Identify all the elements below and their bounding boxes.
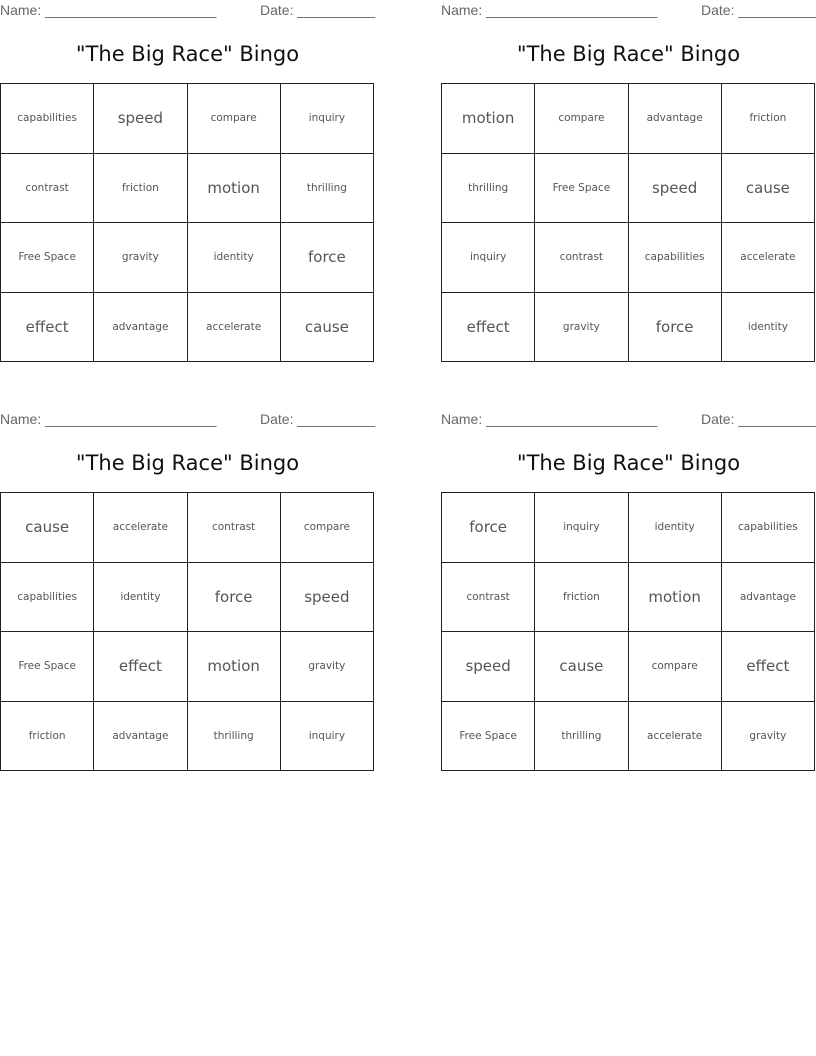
bingo-cell: thrilling [281,154,374,224]
bingo-cell: force [281,223,374,293]
bingo-cell: thrilling [442,154,535,224]
bingo-cell: effect [442,293,535,363]
bingo-cell: advantage [94,702,187,772]
bingo-cell: cause [535,632,628,702]
bingo-cell: thrilling [188,702,281,772]
card-title: "The Big Race" Bingo [516,42,741,66]
bingo-cell: compare [535,84,628,154]
bingo-cell: identity [94,563,187,633]
bingo-cell: Free Space [442,702,535,772]
bingo-cell: friction [722,84,815,154]
name-field-label: Name: ______________________ [441,411,658,427]
bingo-cell: advantage [629,84,722,154]
bingo-cell: compare [188,84,281,154]
bingo-cell: effect [1,293,94,363]
card-title: "The Big Race" Bingo [75,42,300,66]
card-title: "The Big Race" Bingo [516,451,741,475]
bingo-cell: identity [629,493,722,563]
bingo-card-3 [0,409,375,789]
bingo-cell: gravity [281,632,374,702]
name-field-label: Name: ______________________ [0,411,217,427]
bingo-cell: inquiry [281,84,374,154]
bingo-cell: gravity [722,702,815,772]
name-date-row [441,411,816,429]
bingo-cell: gravity [535,293,628,363]
bingo-cell: inquiry [535,493,628,563]
bingo-cell: Free Space [1,632,94,702]
bingo-card-1 [0,0,375,380]
name-date-row [0,411,375,429]
bingo-cell: friction [1,702,94,772]
card-title: "The Big Race" Bingo [75,451,300,475]
bingo-cell: gravity [94,223,187,293]
bingo-cell: contrast [535,223,628,293]
bingo-cell: contrast [1,154,94,224]
bingo-cell: speed [281,563,374,633]
bingo-cell: Free Space [1,223,94,293]
bingo-cell: motion [442,84,535,154]
bingo-cell: friction [535,563,628,633]
bingo-cell: contrast [442,563,535,633]
bingo-cell: capabilities [1,84,94,154]
bingo-cell: speed [629,154,722,224]
date-field-label: Date: __________ [260,411,376,427]
bingo-cell: effect [94,632,187,702]
bingo-cell: accelerate [629,702,722,772]
bingo-grid [441,83,815,362]
bingo-cell: motion [629,563,722,633]
bingo-cell: force [188,563,281,633]
bingo-grid [0,83,374,362]
name-field-label: Name: ______________________ [0,2,217,18]
bingo-cell: capabilities [629,223,722,293]
bingo-cell: accelerate [188,293,281,363]
bingo-cell: compare [629,632,722,702]
bingo-cell: speed [442,632,535,702]
bingo-cell: accelerate [722,223,815,293]
bingo-cell: motion [188,632,281,702]
date-field-label: Date: __________ [701,411,816,427]
bingo-cell: accelerate [94,493,187,563]
name-field-label: Name: ______________________ [441,2,658,18]
bingo-cell: force [629,293,722,363]
bingo-cell: advantage [94,293,187,363]
bingo-cell: friction [94,154,187,224]
name-date-row [441,2,816,20]
bingo-card-2 [441,0,816,380]
bingo-grid [0,492,374,771]
bingo-grid [441,492,815,771]
date-field-label: Date: __________ [260,2,376,18]
bingo-cell: speed [94,84,187,154]
bingo-cell: capabilities [722,493,815,563]
bingo-cell: force [442,493,535,563]
date-field-label: Date: __________ [701,2,816,18]
bingo-cell: contrast [188,493,281,563]
bingo-cell: identity [722,293,815,363]
bingo-cell: capabilities [1,563,94,633]
bingo-cell: Free Space [535,154,628,224]
bingo-cell: identity [188,223,281,293]
bingo-card-4 [441,409,816,789]
bingo-cell: cause [722,154,815,224]
bingo-cell: motion [188,154,281,224]
bingo-cell: compare [281,493,374,563]
bingo-cell: cause [281,293,374,363]
bingo-cell: thrilling [535,702,628,772]
bingo-cell: advantage [722,563,815,633]
name-date-row [0,2,375,20]
bingo-cell: effect [722,632,815,702]
bingo-cell: inquiry [442,223,535,293]
bingo-cell: inquiry [281,702,374,772]
bingo-cell: cause [1,493,94,563]
